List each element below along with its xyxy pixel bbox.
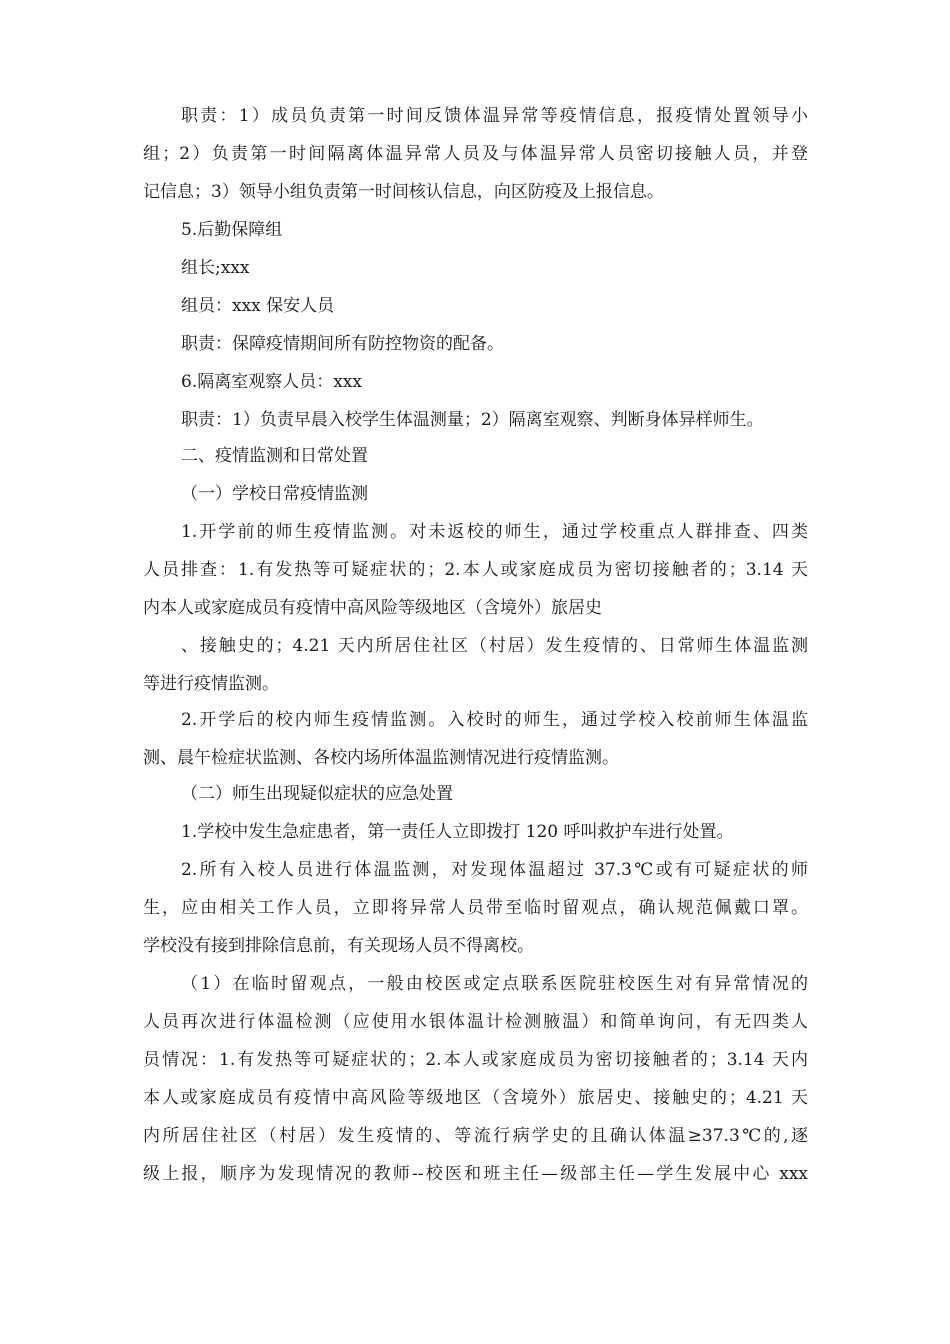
section-heading: （二）师生出现疑似症状的应急处置 — [181, 784, 453, 804]
text-line: 人员排查：1.有发热等可疑症状的；2.本人或家庭成员为密切接触者的；3.14 天 — [143, 560, 808, 580]
text-line: 生，应由相关工作人员，立即将异常人员带至临时留观点，确认规范佩戴口罩。 — [143, 898, 808, 918]
section-heading: 5.后勤保障组 — [181, 220, 283, 240]
text-line: 内所居住社区（村居）发生疫情的、等流行病学史的且确认体温≥37.3℃的,逐 — [143, 1126, 808, 1146]
text-line: 组；2）负责第一时间隔离体温异常人员及与体温异常人员密切接触人员，并登 — [143, 144, 808, 164]
section-heading: 6.隔离室观察人员：xxx — [181, 372, 362, 392]
text-line: 组长;xxx — [181, 258, 250, 278]
text-line: 等进行疫情监测。 — [143, 674, 279, 694]
text-line: 内本人或家庭成员有疫情中高风险等级地区（含境外）旅居史 — [143, 598, 602, 618]
section-heading: （一）学校日常疫情监测 — [181, 484, 368, 504]
text-line: 人员再次进行体温检测（应使用水银体温计检测腋温）和简单询问，有无四类人 — [143, 1012, 808, 1032]
text-line: 职责：1）成员负责第一时间反馈体温异常等疫情信息，报疫情处置领导小 — [181, 106, 808, 126]
text-line: 1.开学前的师生疫情监测。对未返校的师生，通过学校重点人群排查、四类 — [181, 522, 808, 542]
section-heading: 二、疫情监测和日常处置 — [181, 446, 368, 466]
text-line: 记信息；3）领导小组负责第一时间核认信息，向区防疫及上报信息。 — [143, 182, 664, 202]
text-line: （1）在临时留观点，一般由校医或定点联系医院驻校医生对有异常情况的 — [181, 974, 808, 994]
text-line: 1.学校中发生急症患者，第一责任人立即拨打 120 呼叫救护车进行处置。 — [181, 822, 734, 842]
text-line: 员情况：1.有发热等可疑症状的；2.本人或家庭成员为密切接触者的；3.14 天内 — [143, 1050, 808, 1070]
text-line: 学校没有接到排除信息前，有关现场人员不得离校。 — [143, 936, 534, 956]
text-line: 职责：1）负责早晨入校学生体温测量；2）隔离室观察、判断身体异样师生。 — [181, 410, 764, 430]
text-line: 职责：保障疫情期间所有防控物资的配备。 — [181, 334, 504, 354]
text-line: 本人或家庭成员有疫情中高风险等级地区（含境外）旅居史、接触史的；4.21 天 — [143, 1088, 808, 1108]
text-line: 2.开学后的校内师生疫情监测。入校时的师生，通过学校入校前师生体温监 — [181, 710, 808, 730]
text-line: 组员：xxx 保安人员 — [181, 296, 335, 316]
text-line: 2.所有入校人员进行体温监测，对发现体温超过 37.3℃或有可疑症状的师 — [181, 860, 808, 880]
text-line: 、接触史的；4.21 天内所居住社区（村居）发生疫情的、日常师生体温监测 — [181, 636, 808, 656]
text-line: 测、晨午检症状监测、各校内场所体温监测情况进行疫情监测。 — [143, 748, 619, 768]
text-line: 级上报，顺序为发现情况的教师--校医和班主任—级部主任—学生发展中心 xxx — [143, 1164, 808, 1184]
